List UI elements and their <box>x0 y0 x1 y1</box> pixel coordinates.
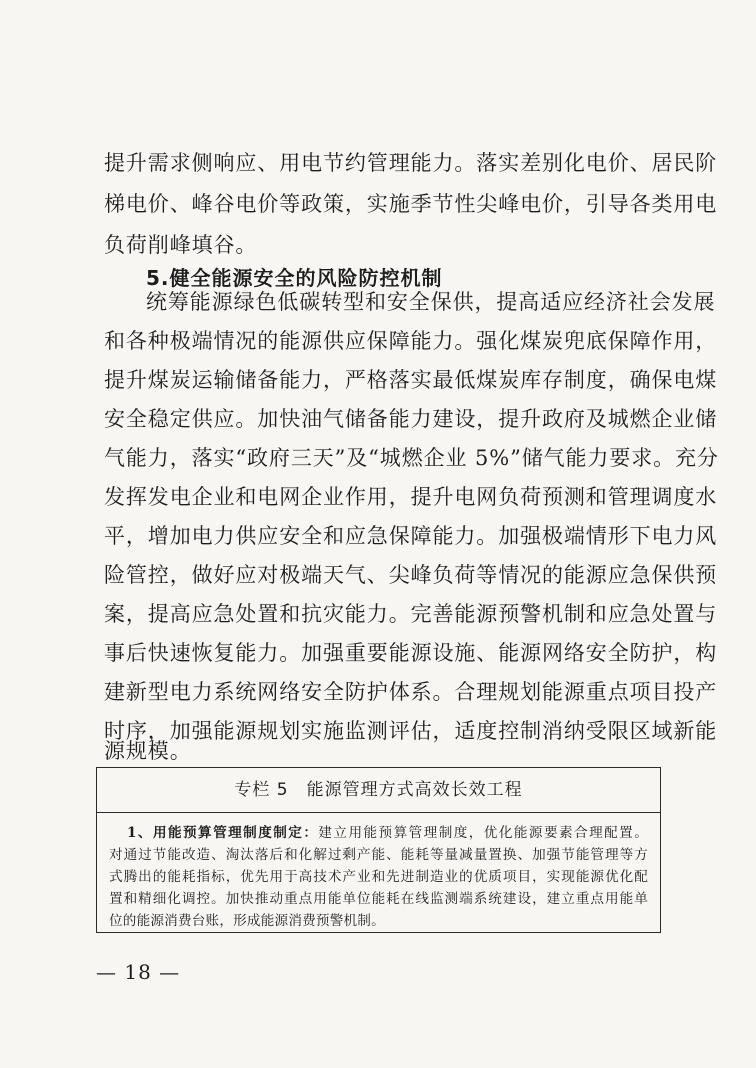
paragraph-line: 平，增加电力供应安全和应急保障能力。加强极端情形下电力风 <box>104 524 718 548</box>
column-box-line-text: 建立用能预算管理制度，优化能源要素合理配置。 <box>318 825 648 841</box>
column-box-line <box>127 821 648 845</box>
body-text-line: 梯电价、峰谷电价等政策，实施季节性尖峰电价，引导各类用电 <box>104 192 718 216</box>
paragraph-line: 提升煤炭运输储备能力，严格落实最低煤炭库存制度，确保电煤 <box>104 368 718 392</box>
paragraph-line: 案，提高应急处置和抗灾能力。完善能源预警机制和应急处置与 <box>104 602 718 626</box>
column-box-item-label: 1、用能预算管理制度制定： <box>127 825 319 841</box>
paragraph-line: 发挥发电企业和电网企业作用，提升电网负荷预测和管理调度水 <box>104 485 718 509</box>
paragraph-line: 事后快速恢复能力。加强重要能源设施、能源网络安全防护，构 <box>104 641 718 665</box>
column-box-line: 对通过节能改造、淘汰落后和化解过剩产能、能耗等量减量置换、加强节能管理等方 <box>109 847 648 863</box>
paragraph-line: 险管控，做好应对极端天气、尖峰负荷等情况的能源应急保供预 <box>104 563 718 587</box>
column-box-line: 位的能源消费台账，形成能源消费预警机制。 <box>109 913 385 929</box>
column-box-title: 专栏 5 能源管理方式高效长效工程 <box>97 768 660 813</box>
paragraph-line: 统筹能源绿色低碳转型和安全保供，提高适应经济社会发展 <box>146 290 716 314</box>
paragraph-line: 源规模。 <box>104 739 192 763</box>
paragraph-line: 建新型电力系统网络安全防护体系。合理规划能源重点项目投产 <box>104 680 718 704</box>
paragraph-line: 时序，加强能源规划实施监测评估，适度控制消纳受限区域新能 <box>104 719 718 743</box>
paragraph-line: 安全稳定供应。加快油气储备能力建设，提升政府及城燃企业储 <box>104 407 718 431</box>
body-text-line: 负荷削峰填谷。 <box>104 233 258 257</box>
column-box-line: 置和精细化调控。加快推动重点用能单位能耗在线监测端系统建设，建立重点用能单 <box>109 891 648 907</box>
column-box-line: 式腾出的能耗指标，优先用于高技术产业和先进制造业的优质项目，实现能源优化配 <box>109 869 648 885</box>
column-box <box>96 767 661 933</box>
paragraph-line: 和各种极端情况的能源供应保障能力。强化煤炭兜底保障作用， <box>104 329 718 353</box>
section-heading: 5.健全能源安全的风险防控机制 <box>146 266 443 290</box>
page-number: — 18 — <box>96 960 181 984</box>
body-text-line: 提升需求侧响应、用电节约管理能力。落实差别化电价、居民阶 <box>104 151 718 175</box>
paragraph-line: 气能力，落实“政府三天”及“城燃企业 5%”储气能力要求。充分 <box>104 446 719 470</box>
